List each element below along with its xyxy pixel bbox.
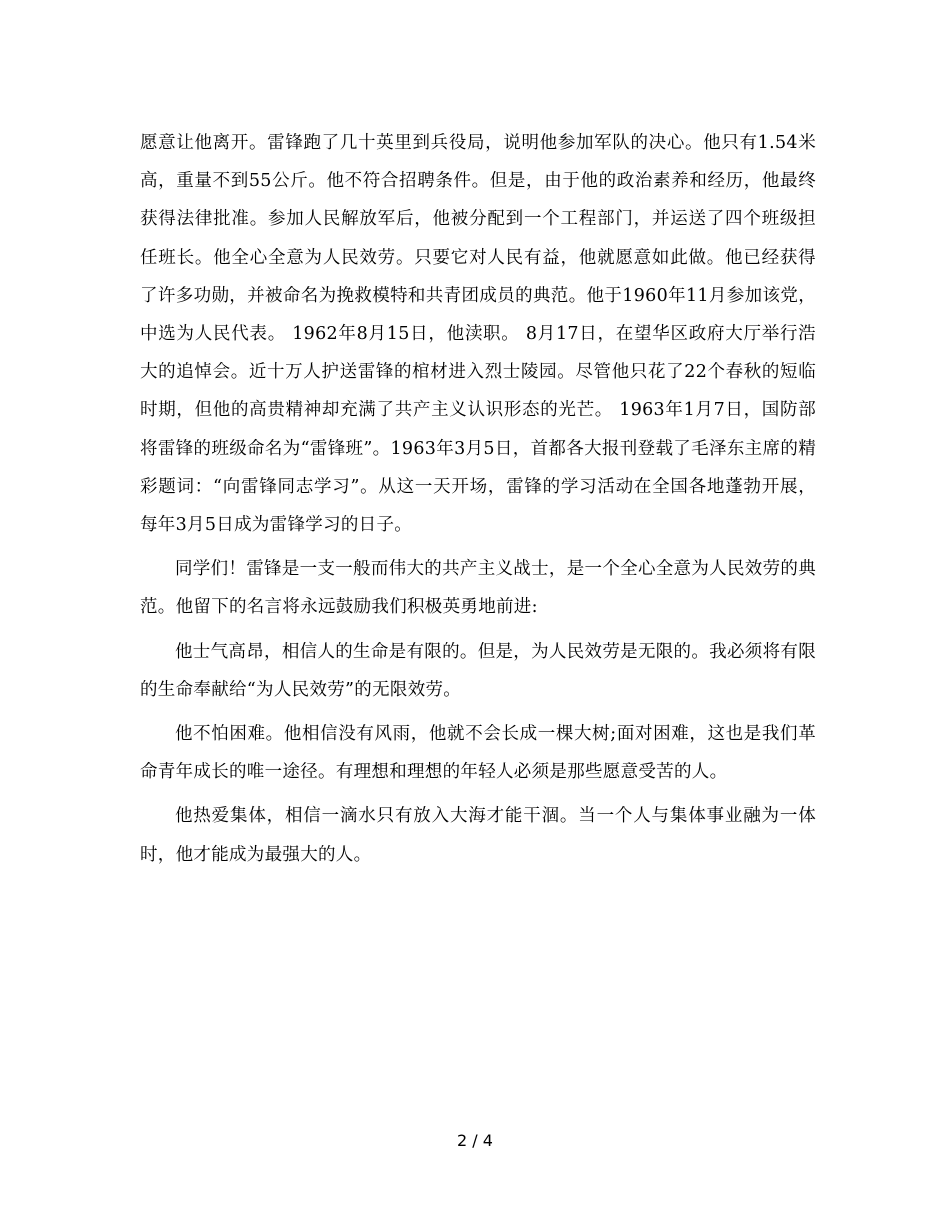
page-number: 2 / 4 bbox=[457, 1131, 493, 1150]
paragraph-morale: 他士气高昂，相信人的生命是有限的。但是，为人民效劳是无限的。我必须将有限的生命奉献给“为人民效劳”的无限效劳。 bbox=[140, 641, 816, 700]
body-text bbox=[140, 124, 816, 874]
paragraph-difficulty: 他不怕困难。他相信没有风雨，他就不会长成一棵大树;面对困难，这也是我们革命青年成长的唯一途径。有理想和理想的年轻人必须是那些愿意受苦的人。 bbox=[140, 724, 816, 783]
paragraph-collective: 他热爱集体，相信一滴水只有放入大海才能干涸。当一个人与集体事业融为一体时，他才能成为最强大的人。 bbox=[140, 806, 816, 865]
paragraph-classmates: 同学们！雷锋是一支一般而伟大的共产主义战士，是一个全心全意为人民效劳的典范。他留下的名言将永远鼓励我们积极英勇地前进: bbox=[140, 559, 816, 618]
paragraph-continuation: 愿意让他离开。雷锋跑了几十英里到兵役局，说明他参加军队的决心。他只有1.54米高，重量不到55公斤。他不符合招聘条件。但是，由于他的政治素养和经历，他最终获得法律批准。参加人民解放军后，他被分配到一个工程部门，并运送了四个班级担任班长。他全心全意为人民效劳。只要它对人民有益，他就愿意如此做。他已经获得了许多功勋，并被命名为挽救模特和共青团成员的典范。他于1960年11月参加该党，中选为人民代表。 1962年8月15日，他渎职。 8月17日，在望华区政府大厅举行浩大的追悼会。近十万人护送雷锋的棺材进入烈士陵园。尽管他只花了22个春秋的短临时期，但他的高贵精神却充满了共产主义认识形态的光芒。 1963年1月7日，国防部将雷锋的班级命名为“雷锋班”。1963年3月5日，首都各大报刊登载了毛泽东主席的精彩题词：“向雷锋同志学习”。从这一天开场，雷锋的学习活动在全国各地蓬勃开展，每年3月5日成为雷锋学习的日子。 bbox=[140, 133, 816, 536]
